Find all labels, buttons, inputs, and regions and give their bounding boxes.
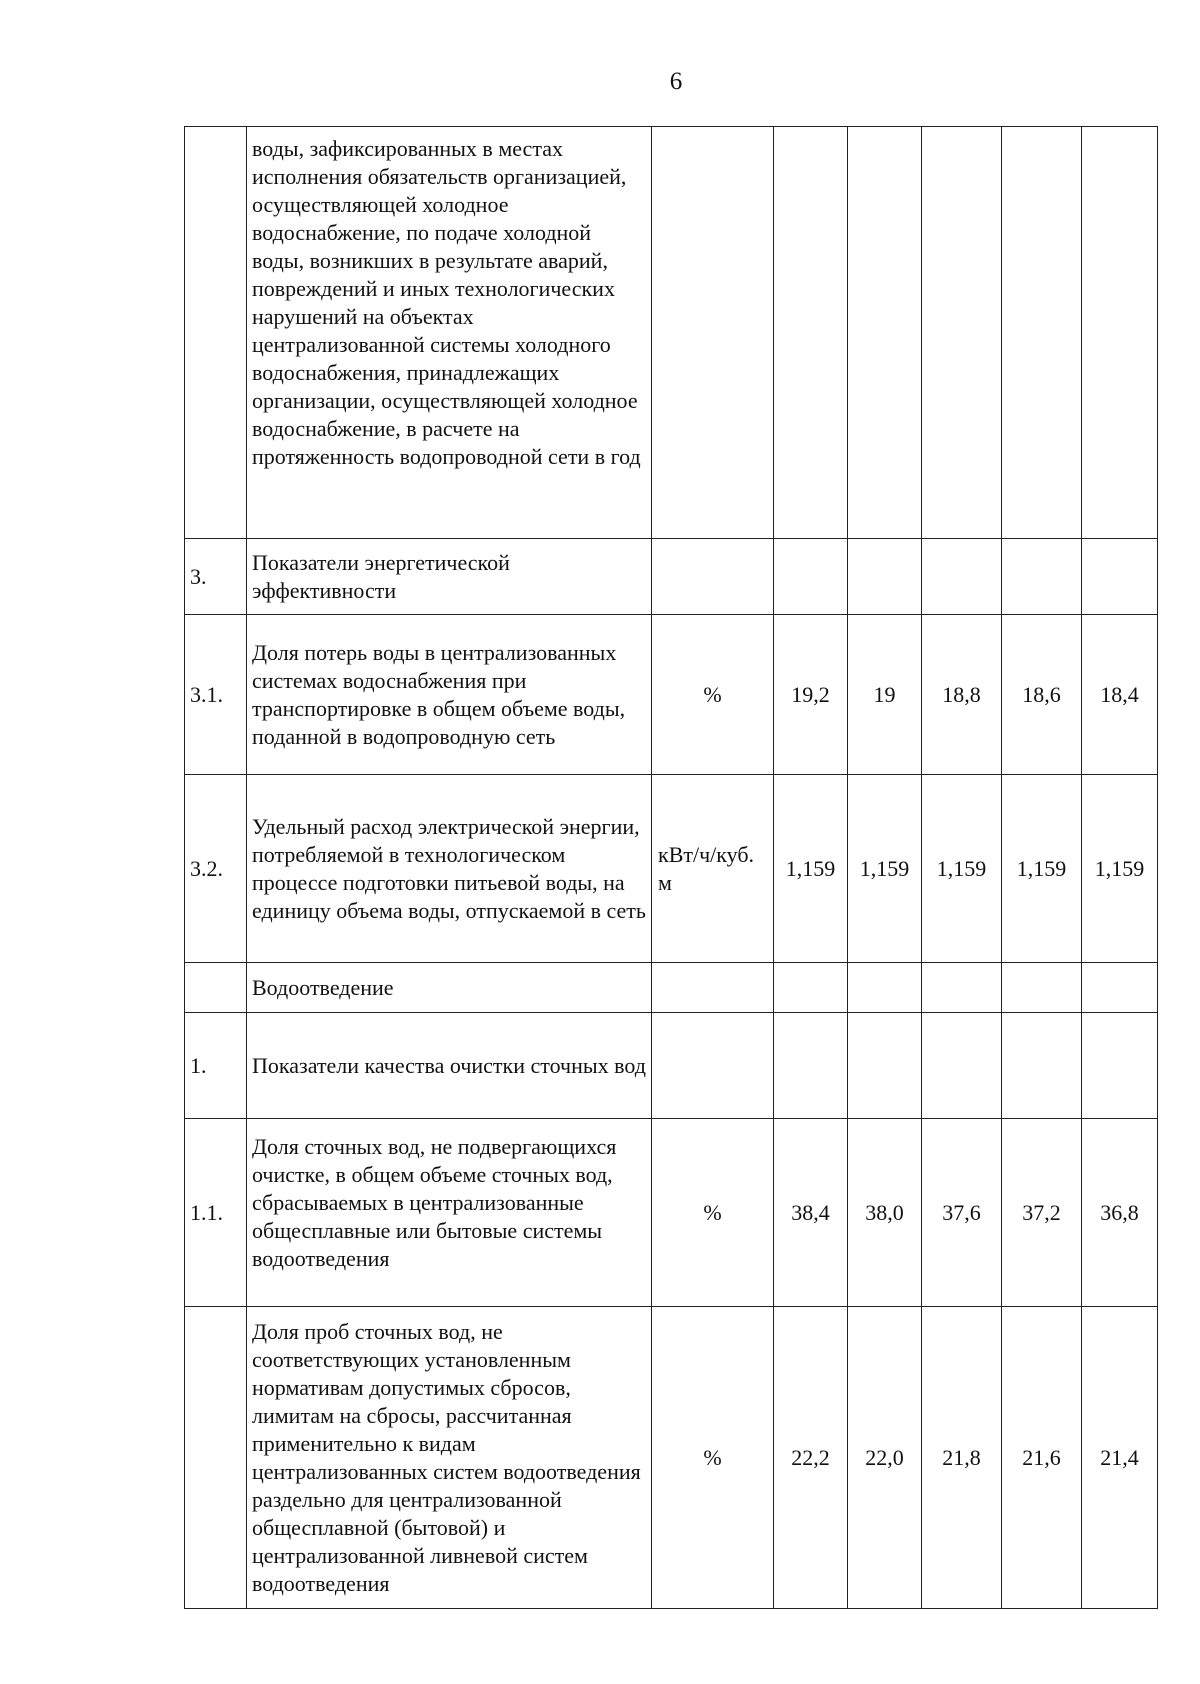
row-description: Доля сточных вод, не подвергающихся очистке, в общем объеме сточных вод, сбрасываемых в централизованные общесплавные или бытовые системы водоотведения <box>247 1119 652 1307</box>
row-value-1 <box>774 539 848 615</box>
table-row <box>185 963 1158 1013</box>
row-value-2 <box>848 963 922 1013</box>
row-value-3: 18,8 <box>922 615 1002 775</box>
row-description: Удельный расход электрической энергии, потребляемой в технологическом процессе подготовки питьевой воды, на единицу объема воды, отпускаемой в сеть <box>247 775 652 963</box>
row-unit <box>652 963 774 1013</box>
row-unit: % <box>652 1307 774 1609</box>
row-value-4 <box>1002 127 1082 539</box>
row-unit <box>652 1013 774 1119</box>
row-unit: % <box>652 1119 774 1307</box>
table-row <box>185 1307 1158 1609</box>
row-value-5: 36,8 <box>1082 1119 1158 1307</box>
row-unit <box>652 539 774 615</box>
row-value-5 <box>1082 539 1158 615</box>
row-value-2: 19 <box>848 615 922 775</box>
row-value-5: 1,159 <box>1082 775 1158 963</box>
row-value-1: 1,159 <box>774 775 848 963</box>
row-value-5: 18,4 <box>1082 615 1158 775</box>
row-value-3 <box>922 963 1002 1013</box>
row-value-2 <box>848 539 922 615</box>
row-number <box>185 127 247 539</box>
row-number: 3.2. <box>185 775 247 963</box>
row-description: Показатели качества очистки сточных вод <box>247 1013 652 1119</box>
row-number: 1. <box>185 1013 247 1119</box>
row-description: Показатели энергетической эффективности <box>247 539 652 615</box>
row-number <box>185 963 247 1013</box>
row-value-1: 22,2 <box>774 1307 848 1609</box>
row-value-2 <box>848 1013 922 1119</box>
row-value-4: 18,6 <box>1002 615 1082 775</box>
section-heading: Водоотведение <box>247 963 652 1013</box>
row-value-5 <box>1082 127 1158 539</box>
row-value-3: 37,6 <box>922 1119 1002 1307</box>
row-number: 1.1. <box>185 1119 247 1307</box>
row-value-3: 21,8 <box>922 1307 1002 1609</box>
row-value-5 <box>1082 963 1158 1013</box>
row-value-3: 1,159 <box>922 775 1002 963</box>
row-value-1 <box>774 963 848 1013</box>
row-value-4 <box>1002 539 1082 615</box>
row-value-1 <box>774 127 848 539</box>
row-value-4: 37,2 <box>1002 1119 1082 1307</box>
table-row <box>185 1013 1158 1119</box>
row-unit <box>652 127 774 539</box>
row-value-2: 1,159 <box>848 775 922 963</box>
row-description: Доля проб сточных вод, не соответствующих установленным нормативам допустимых сбросов, лимитам на сбросы, рассчитанная применительно к видам централизованных систем водоотведения раздельно для централизованной общесплавной (бытовой) и централизованной ливневой систем водоотведения <box>247 1307 652 1609</box>
row-value-3 <box>922 127 1002 539</box>
page-number: 6 <box>669 68 683 95</box>
row-value-2: 22,0 <box>848 1307 922 1609</box>
row-value-3 <box>922 1013 1002 1119</box>
row-value-4 <box>1002 963 1082 1013</box>
row-description: Доля потерь воды в централизованных системах водоснабжения при транспортировке в общем объеме воды, поданной в водопроводную сеть <box>247 615 652 775</box>
row-value-3 <box>922 539 1002 615</box>
row-value-4 <box>1002 1013 1082 1119</box>
row-value-1: 38,4 <box>774 1119 848 1307</box>
table-row <box>185 127 1158 539</box>
row-value-4: 21,6 <box>1002 1307 1082 1609</box>
row-unit: кВт/ч/куб. м <box>652 775 774 963</box>
row-value-4: 1,159 <box>1002 775 1082 963</box>
table-row <box>185 539 1158 615</box>
row-number: 3.1. <box>185 615 247 775</box>
indicators-table <box>184 126 1158 1609</box>
row-number: 3. <box>185 539 247 615</box>
row-value-1: 19,2 <box>774 615 848 775</box>
row-unit: % <box>652 615 774 775</box>
row-value-2 <box>848 127 922 539</box>
row-value-5: 21,4 <box>1082 1307 1158 1609</box>
row-number <box>185 1307 247 1609</box>
row-value-5 <box>1082 1013 1158 1119</box>
table-row <box>185 615 1158 775</box>
row-value-2: 38,0 <box>848 1119 922 1307</box>
table-row <box>185 1119 1158 1307</box>
row-value-1 <box>774 1013 848 1119</box>
row-description: воды, зафиксированных в местах исполнения обязательств организацией, осуществляющей холодное водоснабжение, по подаче холодной воды, возникших в результате аварий, повреждений и иных технологических нарушений на объектах централизованной системы холодного водоснабжения, принадлежащих организации, осуществляющей холодное водоснабжение, в расчете на протяженность водопроводной сети в год <box>247 127 652 539</box>
table-row <box>185 775 1158 963</box>
